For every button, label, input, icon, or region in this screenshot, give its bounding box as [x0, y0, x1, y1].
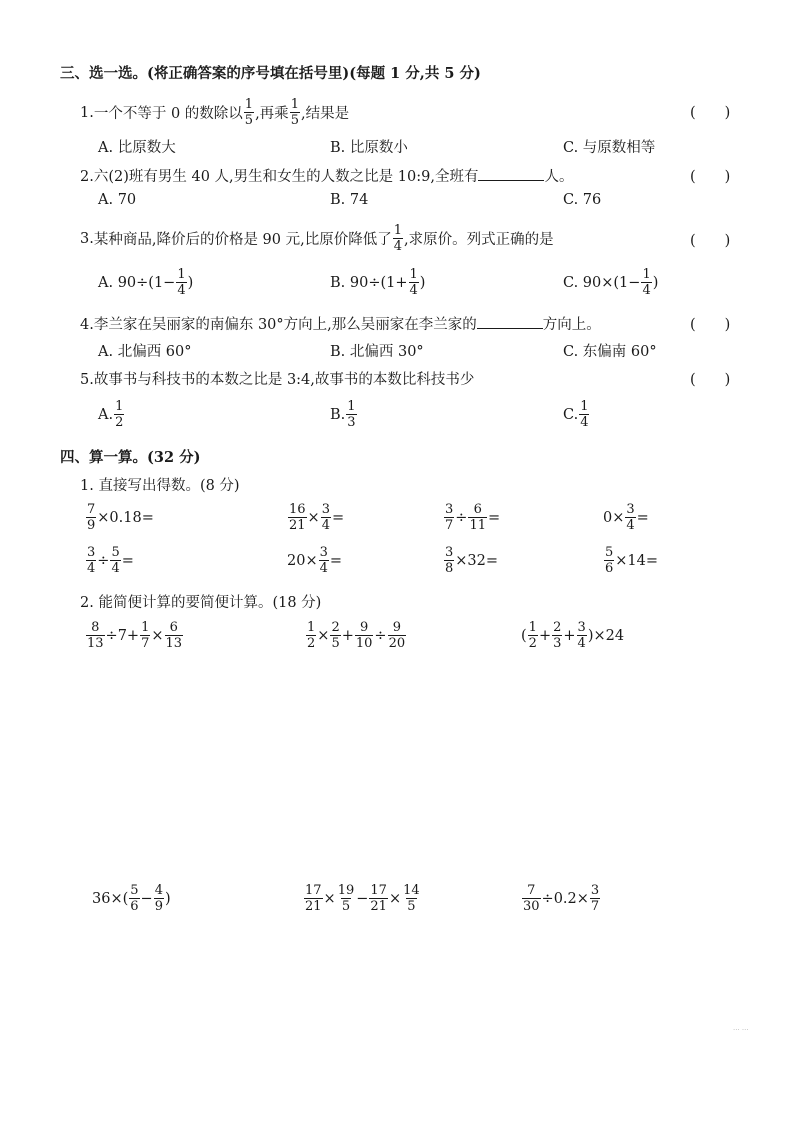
option-3c: C. 90×(1− $\frac{1}{4}$ ) [563, 267, 659, 298]
calc-item-8: $\frac{5}{6}$ ×14= [605, 545, 659, 576]
question-text: ,结果是 [300, 106, 350, 122]
fraction: $\frac{2}{3}$ [553, 620, 562, 651]
calc-item-4: 0× $\frac{3}{4}$ = [603, 502, 649, 533]
option-4c: C. 东偏南 60° [563, 344, 657, 360]
fraction: $\frac{1}{5}$ [290, 97, 299, 128]
fraction: $\frac{16}{21}$ [289, 502, 306, 533]
option-1b: B. 比原数小 [330, 140, 408, 156]
question-4 [80, 313, 601, 334]
fraction: $\frac{5}{6}$ [130, 883, 139, 914]
fraction: $\frac{3}{4}$ [577, 620, 586, 651]
fraction: $\frac{17}{21}$ [370, 883, 387, 914]
option-5b: B. $\frac{1}{3}$ [330, 399, 356, 430]
question-text: ,求原价。列式正确的是 [404, 232, 554, 248]
calc-item-3: $\frac{3}{7}$ ÷ $\frac{6}{11}$ = [445, 502, 501, 533]
question-number: 3. [80, 230, 94, 247]
fraction: $\frac{9}{10}$ [355, 620, 373, 651]
simplify-expr-6: $\frac{7}{30}$ ÷0.2× $\frac{3}{7}$ [523, 883, 600, 914]
fraction: $\frac{1}{4}$ [642, 267, 651, 298]
question-1 [80, 98, 349, 127]
section-3-title: 三、选一选。(将正确答案的序号填在括号里)(每题 1 分,共 5 分) [60, 65, 481, 82]
fraction: $\frac{9}{20}$ [388, 620, 406, 651]
fraction: $\frac{5}{6}$ [605, 545, 614, 576]
fraction: $\frac{4}{9}$ [154, 883, 163, 914]
question-3 [80, 224, 554, 253]
calc-item-2: $\frac{16}{21}$ × $\frac{3}{4}$ = [289, 502, 345, 533]
simplify-expr-1: $\frac{8}{13}$ ÷7+ $\frac{1}{7}$ × $\frac{6}{13}$ [87, 620, 183, 651]
fraction: $\frac{17}{21}$ [305, 883, 322, 914]
calc-item-6: 20× $\frac{3}{4}$ = [287, 545, 343, 576]
option-2c: C. 76 [563, 192, 602, 208]
fraction: $\frac{8}{13}$ [87, 620, 104, 651]
section-4-title: 四、算一算。(32 分) [60, 449, 201, 466]
fraction: $\frac{3}{4}$ [626, 502, 635, 533]
question-number: 2. [80, 169, 94, 185]
fraction: $\frac{1}{2}$ [307, 620, 316, 651]
option-1a: A. 比原数大 [98, 140, 176, 156]
answer-blank[interactable] [477, 314, 543, 329]
question-2 [80, 165, 573, 186]
answer-bracket-1[interactable]: ( ) [690, 105, 731, 121]
option-4b: B. 北偏西 30° [330, 344, 424, 360]
question-text: 一个不等于 0 的数除以 [93, 106, 243, 122]
fraction: $\frac{19}{5}$ [337, 883, 355, 914]
answer-bracket-5[interactable]: ( ) [690, 372, 731, 388]
fraction: $\frac{7}{9}$ [87, 502, 96, 533]
question-text: 六(2)班有男生 40 人,男生和女生的人数之比是 10:9,全班有 [93, 169, 479, 185]
option-5a: A. $\frac{1}{2}$ [98, 399, 124, 430]
question-number: 5. [80, 372, 94, 388]
fraction: $\frac{6}{11}$ [469, 502, 486, 533]
fraction: $\frac{1}{2}$ [528, 620, 537, 651]
fraction: $\frac{1}{3}$ [347, 399, 356, 430]
fraction: $\frac{1}{7}$ [141, 620, 150, 651]
simplify-expr-2: $\frac{1}{2}$ × $\frac{2}{5}$ + $\frac{9}{10}$ ÷ $\frac{9}{20}$ [307, 620, 406, 651]
fraction: $\frac{1}{4}$ [393, 223, 403, 254]
fraction: $\frac{3}{4}$ [321, 502, 330, 533]
calc-item-1: $\frac{7}{9}$ ×0.18= [87, 502, 154, 533]
option-1c: C. 与原数相等 [563, 140, 656, 156]
option-3a: A. 90÷(1− $\frac{1}{4}$ ) [98, 267, 194, 298]
fraction: $\frac{1}{5}$ [244, 97, 254, 128]
option-5c: C. $\frac{1}{4}$ [563, 399, 589, 430]
question-text: 人。 [544, 169, 574, 185]
question-number: 1. [80, 104, 94, 121]
scan-mark: ··· ··· [733, 1026, 749, 1034]
answer-bracket-2[interactable]: ( ) [690, 169, 731, 185]
simplify-expr-5: $\frac{17}{21}$ × $\frac{19}{5}$ − $\frac{17}{21}$ × $\frac{14}{5}$ [305, 883, 420, 914]
option-3b: B. 90÷(1+ $\frac{1}{4}$ ) [330, 267, 426, 298]
option-4a: A. 北偏西 60° [98, 344, 192, 360]
fraction: $\frac{2}{5}$ [331, 620, 340, 651]
fraction: $\frac{7}{30}$ [523, 883, 540, 914]
fraction: $\frac{6}{13}$ [165, 620, 183, 651]
calc-item-7: $\frac{3}{8}$ ×32= [445, 545, 499, 576]
question-number: 4. [80, 317, 94, 333]
question-text: 故事书与科技书的本数之比是 3:4,故事书的本数比科技书少 [93, 372, 475, 388]
fraction: $\frac{14}{5}$ [403, 883, 420, 914]
fraction: $\frac{3}{8}$ [445, 545, 454, 576]
fraction: $\frac{1}{4}$ [409, 267, 418, 298]
fraction: $\frac{1}{4}$ [177, 267, 186, 298]
question-text: 李兰家在吴丽家的南偏东 30°方向上,那么吴丽家在李兰家的 [93, 317, 477, 333]
fraction: $\frac{5}{4}$ [111, 545, 120, 576]
simplify-expr-3: ( $\frac{1}{2}$ + $\frac{2}{3}$ + $\frac{3}{4}$ )×24 [521, 620, 625, 651]
calc-item-5: $\frac{3}{4}$ ÷ $\frac{5}{4}$ = [87, 545, 134, 576]
part-2-title: 2. 能简便计算的要简便计算。(18 分) [80, 595, 322, 611]
fraction: $\frac{1}{4}$ [580, 399, 589, 430]
answer-bracket-4[interactable]: ( ) [690, 317, 731, 333]
question-5 [80, 368, 474, 389]
part-1-title: 1. 直接写出得数。(8 分) [80, 478, 240, 494]
fraction: $\frac{3}{4}$ [87, 545, 96, 576]
option-2b: B. 74 [330, 192, 369, 208]
fraction: $\frac{1}{2}$ [115, 399, 124, 430]
answer-blank[interactable] [478, 166, 544, 181]
question-text: 方向上。 [542, 317, 601, 333]
fraction: $\frac{3}{4}$ [319, 545, 328, 576]
answer-bracket-3[interactable]: ( ) [690, 233, 731, 249]
fraction: $\frac{3}{7}$ [590, 883, 600, 914]
question-text: 某种商品,降价后的价格是 90 元,比原价降低了 [93, 232, 392, 248]
fraction: $\frac{3}{7}$ [445, 502, 454, 533]
option-2a: A. 70 [98, 192, 137, 208]
question-text: ,再乘 [255, 106, 289, 122]
simplify-expr-4: 36×( $\frac{5}{6}$ − $\frac{4}{9}$ ) [92, 883, 171, 914]
